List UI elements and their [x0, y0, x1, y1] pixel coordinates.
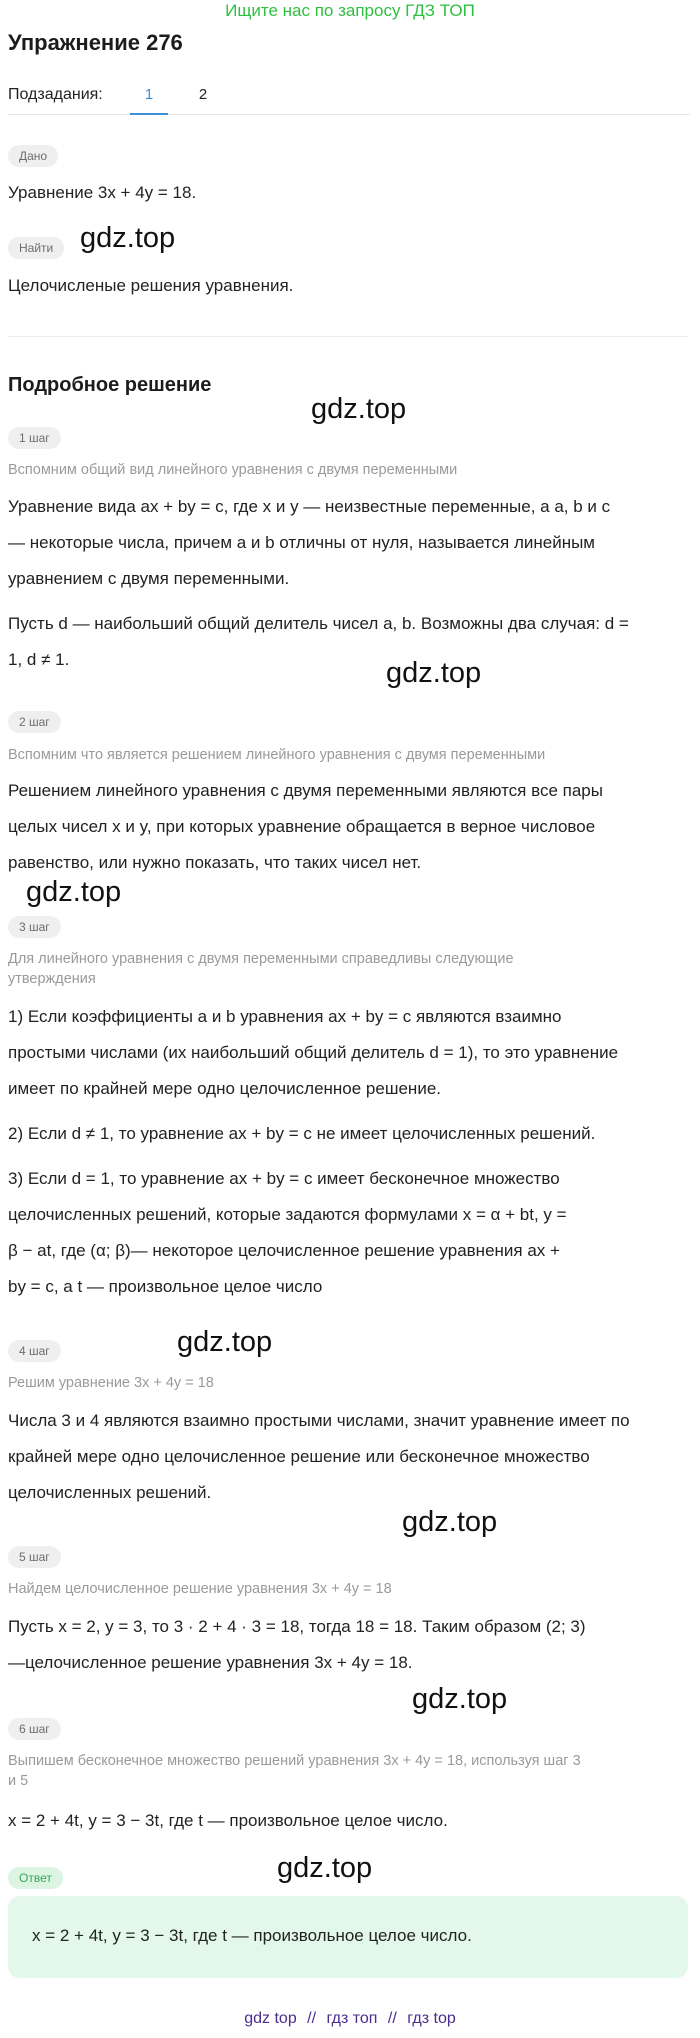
step-line: целых чисел x и y, при которых уравнение обращается в верное числовое	[8, 817, 596, 836]
step-line: уравнением с двумя переменными.	[8, 569, 290, 588]
step-badge: 3 шаг	[8, 916, 61, 938]
footer-links	[0, 2010, 700, 2028]
step-line: простыми числами (их наибольший общий делитель d = 1), то это уравнение	[8, 1043, 619, 1062]
step-line: —целочисленное решение уравнения 3x + 4y = 18.	[8, 1653, 413, 1672]
step-badge: 6 шаг	[8, 1718, 61, 1740]
watermark: gdz.top	[80, 222, 176, 254]
footer-separator: //	[387, 2010, 397, 2027]
step-line: равенство, или нужно показать, что таких чисел нет.	[8, 853, 422, 872]
step-line: целочисленных решений.	[8, 1483, 212, 1502]
watermark: gdz.top	[412, 1683, 508, 1715]
step-line: целочисленных решений, которые задаются формулами x = α + bt, y =	[8, 1205, 567, 1224]
answer-text: x = 2 + 4t, y = 3 − 3t, где t — произвольное целое число.	[32, 1926, 472, 1945]
subtask-tab-2[interactable]: 2	[198, 86, 208, 103]
watermark: gdz.top	[311, 393, 407, 425]
subtasks-bar	[8, 84, 690, 115]
watermark: gdz.top	[402, 1506, 498, 1538]
find-badge: Найти	[8, 237, 64, 259]
step-badge: 5 шаг	[8, 1546, 61, 1568]
step-line: 3) Если d = 1, то уравнение ax + by = c имеет бесконечное множество	[8, 1169, 560, 1188]
footer-separator: //	[307, 2010, 317, 2027]
footer-link[interactable]: гдз top	[407, 2010, 456, 2027]
step-line: имеет по крайней мере одно целочисленное решение.	[8, 1079, 441, 1098]
step-hint: Для линейного уравнения с двумя переменными справедливы следующие	[8, 951, 514, 967]
step-hint: Вспомним общий вид линейного уравнения с двумя переменными	[8, 462, 458, 478]
divider	[8, 336, 688, 337]
given-badge: Дано	[8, 145, 58, 167]
step-line: — некоторые числа, причем a и b отличны от нуля, называется линейным	[8, 533, 595, 552]
step-line: 1) Если коэффициенты a и b уравнения ax + by = c являются взаимно	[8, 1007, 562, 1026]
step-line: Пусть d — наибольший общий делитель чисел a, b. Возможны два случая: d =	[8, 614, 629, 633]
promo-banner[interactable]: Ищите нас по запросу ГДЗ ТОП	[225, 1, 475, 20]
solution-title: Подробное решение	[8, 374, 212, 396]
step-hint: утверждения	[8, 971, 96, 987]
watermark: gdz.top	[386, 657, 482, 689]
subtask-tab-1[interactable]: 1	[130, 86, 168, 115]
page-title: Упражнение 276	[8, 30, 183, 55]
step-line: Пусть x = 2, y = 3, то 3 · 2 + 4 · 3 = 18, тогда 18 = 18. Таким образом (2; 3)	[8, 1617, 586, 1636]
step-line: 2) Если d ≠ 1, то уравнение ax + by = c не имеет целочисленных решений.	[8, 1124, 596, 1143]
answer-box	[8, 1896, 688, 1978]
step-line: Решением линейного уравнения с двумя переменными являются все пары	[8, 781, 603, 800]
step-line: Числа 3 и 4 являются взаимно простыми числами, значит уравнение имеет по	[8, 1411, 630, 1430]
given-text: Уравнение 3x + 4y = 18.	[8, 183, 197, 202]
step-line: β − at, где (α; β)— некоторое целочисленное решение уравнения ax +	[8, 1241, 560, 1260]
step-hint: Вспомним что является решением линейного уравнения с двумя переменными	[8, 747, 546, 763]
step-line: Уравнение вида ax + by = c, где x и y — неизвестные переменные, а a, b и c	[8, 497, 611, 516]
watermark: gdz.top	[177, 1326, 273, 1358]
step-hint: Найдем целочисленное решение уравнения 3x + 4y = 18	[8, 1581, 392, 1597]
step-badge: 1 шаг	[8, 427, 61, 449]
answer-badge: Ответ	[8, 1867, 63, 1889]
find-text: Целочисленые решения уравнения.	[8, 276, 294, 295]
step-line: x = 2 + 4t, y = 3 − 3t, где t — произвольное целое число.	[8, 1811, 448, 1830]
subtasks-label: Подзадания:	[8, 86, 103, 103]
step-badge: 4 шаг	[8, 1340, 61, 1362]
step-line: 1, d ≠ 1.	[8, 650, 70, 669]
step-badge: 2 шаг	[8, 711, 61, 733]
step-hint: и 5	[8, 1773, 29, 1789]
step-hint: Решим уравнение 3x + 4y = 18	[8, 1375, 214, 1391]
footer-link[interactable]: гдз топ	[326, 2010, 378, 2027]
step-line: крайней мере одно целочисленное решение или бесконечное множество	[8, 1447, 590, 1466]
watermark: gdz.top	[26, 876, 122, 908]
step-line: by = c, а t — произвольное целое число	[8, 1277, 323, 1296]
step-hint: Выпишем бесконечное множество решений уравнения 3x + 4y = 18, используя шаг 3	[8, 1753, 581, 1769]
footer-link[interactable]: gdz top	[244, 2010, 297, 2027]
watermark: gdz.top	[277, 1852, 373, 1884]
